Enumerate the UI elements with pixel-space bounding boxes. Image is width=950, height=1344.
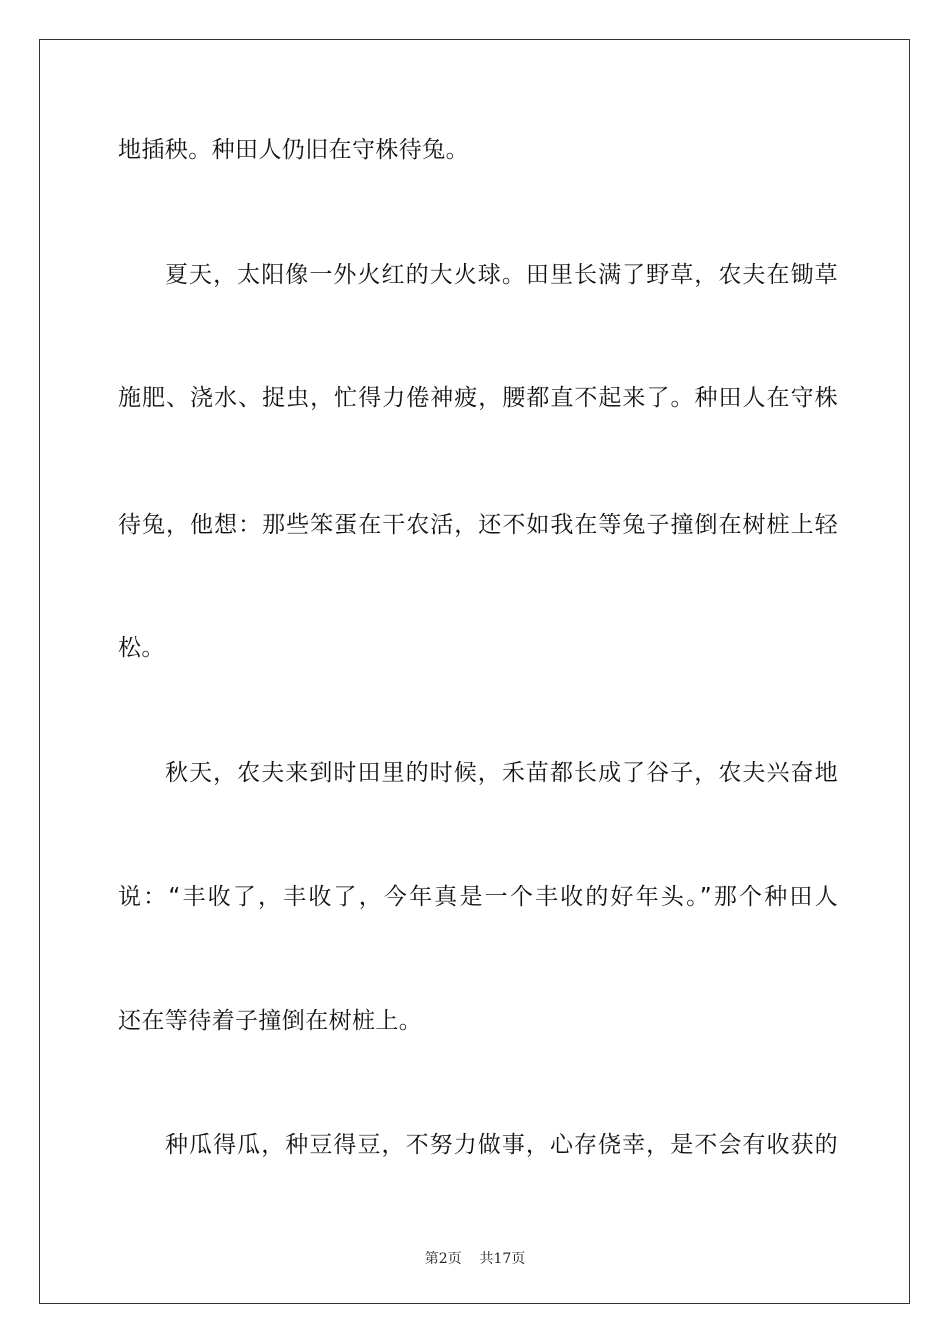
text-line-8: 还在等待着子撞倒在树桩上。 — [118, 1008, 423, 1034]
page-number: 第2页 — [424, 1251, 462, 1267]
text-line-4: 待兔，他想：那些笨蛋在干农活，还不如我在等兔子撞倒在树桩上轻 — [118, 512, 838, 538]
text-line-2: 夏天，太阳像一外火红的大火球。田里长满了野草，农夫在锄草 — [165, 262, 838, 288]
page-total: 共17页 — [479, 1251, 526, 1267]
text-line-9: 种瓜得瓜，种豆得豆，不努力做事，心存侥幸，是不会有收获的 — [165, 1132, 838, 1158]
text-line-1: 地插秧。种田人仍旧在守株待兔。 — [118, 137, 469, 163]
page-border — [39, 39, 910, 1304]
page-footer — [0, 1248, 950, 1268]
text-line-6: 秋天，农夫来到时田里的时候，禾苗都长成了谷子，农夫兴奋地 — [165, 760, 838, 786]
text-line-7: 说：“丰收了，丰收了，今年真是一个丰收的好年头。”那个种田人 — [118, 884, 838, 910]
text-line-3: 施肥、浇水、捉虫，忙得力倦神疲，腰都直不起来了。种田人在守株 — [118, 385, 838, 411]
text-line-5: 松。 — [118, 635, 165, 661]
